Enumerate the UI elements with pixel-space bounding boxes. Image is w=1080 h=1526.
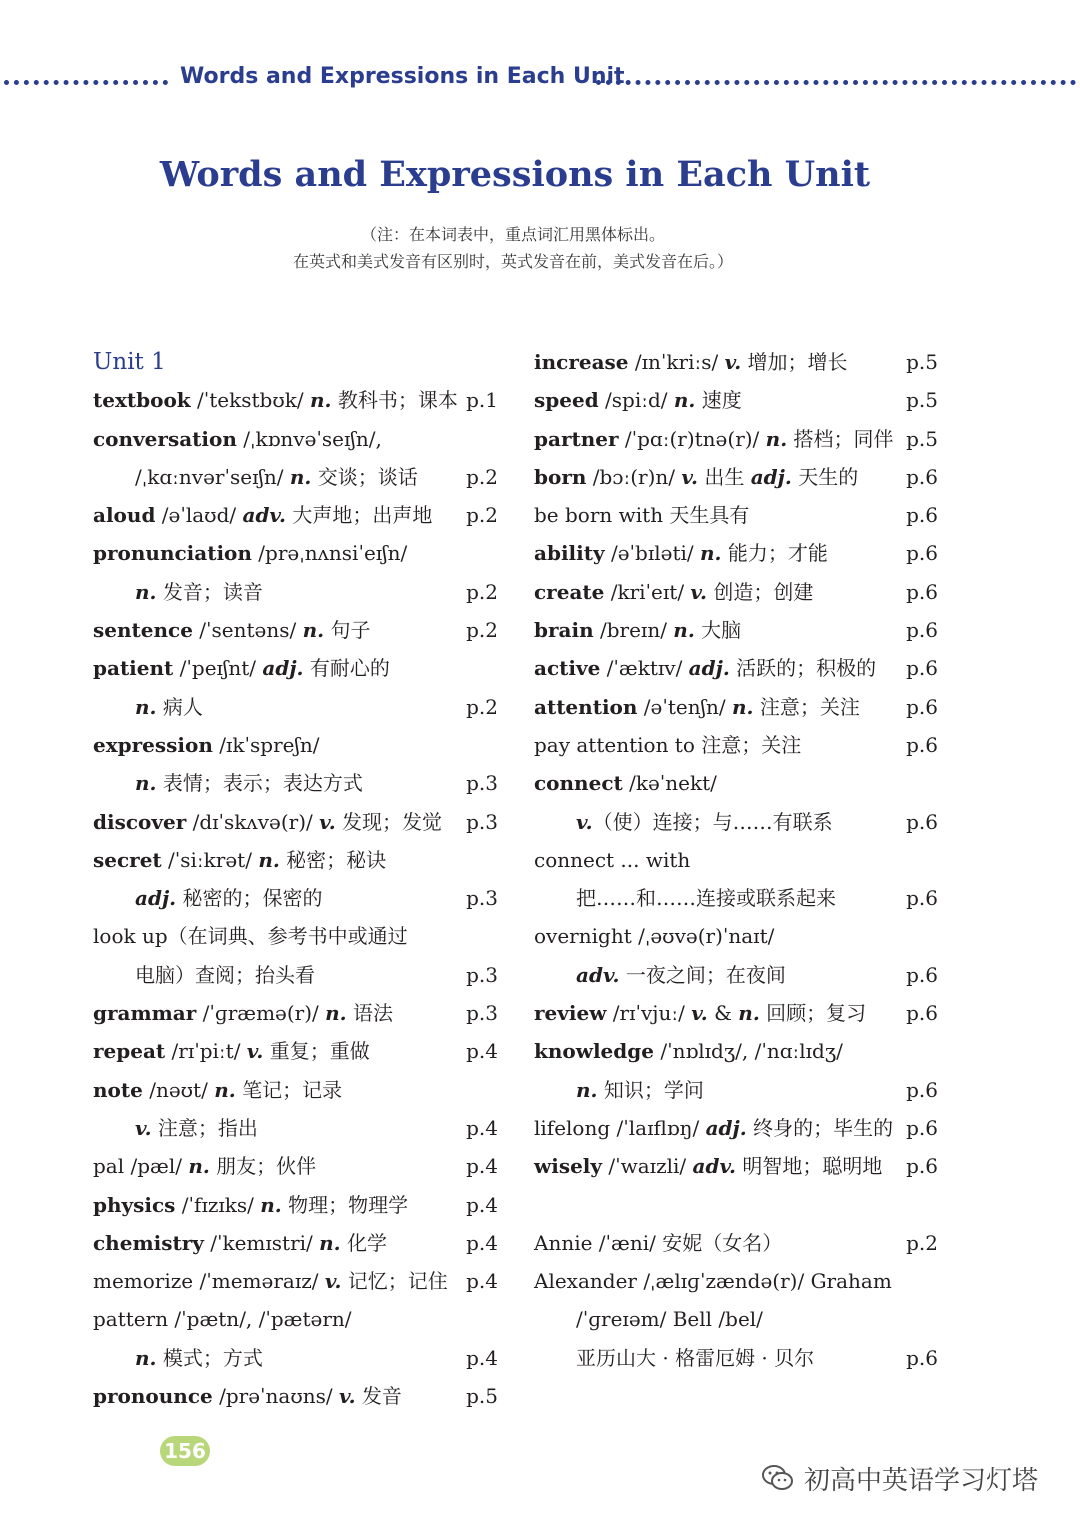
part-of-speech: n.: [258, 847, 280, 872]
vocab-entry: [93, 1109, 503, 1147]
definition: 表情；表示；表达方式: [156, 771, 363, 796]
definition: 朋友；伙伴: [209, 1154, 317, 1179]
definition: 亚历山大 · 格雷厄姆 · 贝尔: [576, 1345, 815, 1370]
entry-text: pay attention to 注意；关注: [534, 732, 802, 757]
definition: 有耐心的: [303, 656, 390, 681]
definition: 病人: [156, 694, 203, 719]
definition: 终身的；毕生的: [746, 1115, 894, 1140]
part-of-speech: n.: [732, 694, 754, 719]
vocab-entry: [93, 649, 503, 687]
definition: 发现；发觉: [335, 809, 443, 834]
part-of-speech: n.: [135, 1345, 157, 1370]
headword: create: [534, 579, 605, 604]
phonetic: /ˈsentəns/: [192, 618, 303, 643]
part-of-speech: v.: [324, 1269, 342, 1294]
phonetic: /rɪˈvjuː/: [606, 1001, 692, 1026]
headword: textbook: [93, 388, 191, 413]
headword: aloud: [93, 503, 156, 528]
part-of-speech: n.: [673, 618, 695, 643]
part-of-speech: v.: [246, 1039, 264, 1064]
phonetic: /ˈtekstbʊk/: [190, 388, 310, 413]
entry-text: memorize /ˈmeməraɪz/: [93, 1269, 325, 1294]
page-reference: p.2: [466, 618, 498, 643]
vocab-entry: [93, 1300, 503, 1338]
phonetic: /ˈɡræmə(r)/: [196, 1001, 326, 1026]
definition: 大脑: [694, 618, 742, 643]
page-reference: p.6: [906, 579, 938, 604]
definition: 交谈；谈话: [311, 464, 418, 489]
vocab-entry: [534, 841, 944, 879]
headword: pronounce: [93, 1384, 213, 1409]
page-reference: p.2: [466, 694, 498, 719]
vocab-entry: [534, 343, 944, 381]
page-reference: p.4: [466, 1230, 498, 1255]
page-reference: p.6: [906, 809, 938, 834]
vocab-entry: [93, 994, 503, 1032]
definition: 一夜之间；在夜间: [619, 962, 786, 987]
definition: 创造；创建: [707, 579, 814, 604]
vocab-entry: [534, 1224, 944, 1262]
part-of-speech: n.: [188, 1154, 210, 1179]
definition: 出生: [697, 464, 751, 489]
entry-text: pal /pæl/: [93, 1154, 189, 1179]
entry-text: connect ... with: [534, 847, 691, 872]
page-reference: p.1: [466, 388, 498, 413]
definition: 化学: [340, 1230, 387, 1255]
part-of-speech: v.: [319, 809, 336, 834]
page-reference: p.6: [906, 1115, 938, 1140]
phonetic: /breɪn/: [593, 618, 674, 643]
phonetic: /ˈpɑː(r)tnə(r)/: [618, 426, 766, 451]
page-reference: p.6: [906, 656, 938, 681]
vocab-entry: [534, 420, 944, 458]
vocab-entry: [534, 803, 944, 841]
vocab-entry: [93, 803, 503, 841]
vocab-entry: [93, 1377, 503, 1415]
page-reference: p.6: [906, 886, 938, 911]
part-of-speech: n.: [135, 771, 157, 796]
page-reference: p.2: [466, 503, 498, 528]
definition: 记忆；记住: [341, 1269, 448, 1294]
headword: chemistry: [93, 1230, 204, 1255]
entry-text: pattern /ˈpætn/, /ˈpætərn/: [93, 1307, 352, 1332]
vocab-entry: [93, 841, 503, 879]
headword: wisely: [534, 1154, 603, 1179]
definition: 天生的: [791, 464, 859, 489]
note-line-2: 在英式和美式发音有区别时，英式发音在前，美式发音在后。）: [292, 252, 733, 271]
part-of-speech: n.: [673, 388, 696, 413]
phonetic: /ˈkemɪstri/: [203, 1230, 320, 1255]
page-reference: p.6: [906, 618, 938, 643]
definition: 明智地；聪明地: [736, 1154, 883, 1179]
phonetic: /nəʊt/: [142, 1077, 215, 1102]
entry-text: overnight /ˌəʊvə(r)ˈnaɪt/: [534, 924, 775, 949]
definition: 活跃的；积极的: [729, 656, 877, 681]
part-of-speech: n.: [289, 464, 312, 489]
page-reference: p.5: [906, 350, 938, 374]
vocab-entry: [93, 1339, 503, 1377]
headword: connect: [534, 771, 623, 796]
vocab-entry: [534, 764, 944, 802]
definition: 模式；方式: [156, 1345, 263, 1370]
phonetic: /əˈlaʊd/: [155, 503, 243, 528]
page-reference: p.6: [906, 503, 938, 528]
vocab-entry: [534, 534, 944, 572]
entry-text: look up（在词典、参考书中或通过: [93, 924, 408, 949]
page-reference: p.2: [466, 579, 498, 604]
headword: increase: [534, 350, 629, 374]
part-of-speech: adv.: [576, 962, 620, 987]
part-of-speech: adj.: [262, 656, 304, 681]
headword: secret: [93, 847, 162, 872]
definition: 注意；指出: [151, 1115, 258, 1140]
part-of-speech: adj.: [135, 886, 177, 911]
dotted-rule-left: [4, 80, 168, 85]
page-reference: p.6: [906, 464, 938, 489]
part-of-speech: adv.: [242, 503, 286, 528]
phonetic: /spiːd/: [598, 388, 674, 413]
phonetic: /ˈæktɪv/: [600, 656, 689, 681]
definition: （使）连接；与……有联系: [592, 809, 833, 834]
phonetic: /kəˈnekt/: [622, 771, 717, 796]
account-name: 初高中英语学习灯塔: [804, 1466, 1039, 1496]
page-reference: p.4: [466, 1269, 498, 1294]
part-of-speech: n.: [260, 1192, 282, 1217]
page-title: Words and Expressions in Each Unit: [159, 154, 871, 195]
phonetic: /ˌkɒnvəˈseɪʃn/,: [236, 426, 382, 451]
vocab-entry: [534, 1262, 944, 1300]
vocab-entry: [534, 458, 944, 496]
vocab-entry: [93, 917, 503, 955]
running-header: [0, 64, 1080, 98]
part-of-speech: v.: [338, 1384, 356, 1409]
definition: /ˈɡreɪəm/ Bell /bel/: [576, 1307, 763, 1332]
page-reference: p.5: [466, 1384, 498, 1409]
vocab-entry: [93, 1147, 503, 1185]
part-of-speech: v.: [690, 579, 707, 604]
page-reference: p.3: [466, 962, 498, 987]
vocab-entry: [534, 726, 944, 764]
part-of-speech: v.: [681, 464, 698, 489]
headword: review: [534, 1001, 607, 1026]
page-reference: p.3: [466, 809, 498, 834]
headword: grammar: [93, 1001, 197, 1026]
vocab-entry: [93, 1071, 503, 1109]
vocab-entry: [534, 573, 944, 611]
definition: 把……和……连接或联系起来: [576, 886, 836, 911]
vocab-entry: [534, 611, 944, 649]
vocab-entry: [534, 1071, 944, 1109]
page-reference: p.6: [906, 1345, 938, 1370]
page-reference: p.4: [466, 1039, 498, 1064]
phonetic: /kriˈeɪt/: [604, 579, 691, 604]
word-list-right-column: [534, 343, 944, 1377]
part-of-speech: n.: [135, 694, 157, 719]
headword: knowledge: [534, 1039, 654, 1064]
word-list-left-column: [93, 343, 503, 1415]
vocab-entry: [93, 534, 503, 572]
definition: 笔记；记录: [235, 1077, 343, 1102]
headword: partner: [534, 426, 619, 451]
vocab-entry: [534, 496, 944, 534]
vocab-entry: [93, 458, 503, 496]
headword: pronunciation: [93, 541, 252, 566]
page-number-badge: 156: [160, 1436, 210, 1466]
vocab-entry: [93, 496, 503, 534]
vocab-entry: [534, 1032, 944, 1070]
part-of-speech: v.: [724, 350, 742, 374]
definition: 搭档；同伴: [787, 426, 894, 451]
vocab-entry: [93, 956, 503, 994]
definition: 发音；读音: [156, 579, 263, 604]
definition: 秘密的；保密的: [176, 886, 323, 911]
vocab-entry: [534, 1300, 944, 1338]
definition: 重复；重做: [263, 1039, 370, 1064]
part-of-speech: adv.: [692, 1154, 737, 1179]
part-of-speech: n.: [765, 426, 788, 451]
headword: physics: [93, 1192, 176, 1217]
vocab-entry: [93, 381, 503, 419]
definition: 回顾；复习: [759, 1001, 867, 1026]
part-of-speech: n.: [319, 1230, 341, 1255]
vocab-entry: [534, 688, 944, 726]
vocab-entry: [93, 1032, 503, 1070]
vocab-entry: [534, 994, 944, 1032]
page-reference: p.6: [906, 962, 938, 987]
vocab-entry: [93, 611, 503, 649]
headword: sentence: [93, 618, 193, 643]
definition: 句子: [324, 618, 371, 643]
entry-text: Alexander /ˌælɪɡˈzændə(r)/ Graham: [534, 1269, 892, 1294]
vocab-entry: [93, 726, 503, 764]
vocab-entry: [93, 688, 503, 726]
headword: speed: [534, 388, 599, 413]
page-reference: p.2: [906, 1230, 938, 1255]
page-reference: p.6: [906, 1154, 938, 1179]
definition: 秘密；秘诀: [279, 847, 387, 872]
page-reference: p.4: [466, 1115, 498, 1140]
phonetic: /əˈbɪləti/: [604, 541, 700, 566]
headword: note: [93, 1077, 143, 1102]
headword: patient: [93, 656, 174, 681]
phonetic: /əˈtenʃn/: [637, 694, 733, 719]
entry-text: lifelong /ˈlaɪflɒŋ/: [534, 1115, 706, 1140]
entry-text: be born with 天生具有: [534, 503, 750, 528]
headword: attention: [534, 694, 638, 719]
part-of-speech: n.: [700, 541, 722, 566]
phonetic: /ˌkɑːnvərˈseɪʃn/: [135, 464, 290, 489]
vocab-entry: [93, 1186, 503, 1224]
page-reference: p.3: [466, 1001, 498, 1026]
vocab-entry: [534, 879, 944, 917]
page-reference: p.6: [906, 732, 938, 757]
part-of-speech: adj.: [705, 1115, 747, 1140]
headword: brain: [534, 618, 594, 643]
definition: 电脑）查阅；抬头看: [135, 962, 315, 987]
page-reference: p.2: [466, 464, 498, 489]
note-line-1: （注：在本词表中，重点词汇用黑体标出。: [360, 225, 665, 244]
definition: 知识；学问: [597, 1077, 704, 1102]
definition: 注意；关注: [753, 694, 860, 719]
headword: active: [534, 656, 601, 681]
page-reference: p.5: [906, 388, 938, 413]
wechat-icon: [760, 1460, 796, 1496]
vocab-entry: [93, 879, 503, 917]
blank-line: [534, 1186, 944, 1224]
headword: conversation: [93, 426, 237, 451]
definition: &: [707, 1001, 739, 1026]
vocab-entry: [93, 1224, 503, 1262]
definition: 大声地；出声地: [286, 503, 433, 528]
vocab-entry: [534, 649, 944, 687]
phonetic: /ˈsiːkrət/: [161, 847, 259, 872]
entry-text: Annie /ˈæni/ 安妮（女名）: [534, 1230, 783, 1255]
phonetic: /ˈnɒlɪdʒ/, /ˈnɑːlɪdʒ/: [653, 1039, 843, 1064]
page-reference: p.6: [906, 1077, 938, 1102]
page-reference: p.6: [906, 1001, 938, 1026]
part-of-speech: n.: [309, 388, 332, 413]
dotted-rule-right: [596, 80, 1076, 85]
part-of-speech: n.: [738, 1001, 760, 1026]
part-of-speech: adj.: [750, 464, 792, 489]
part-of-speech: n.: [214, 1077, 236, 1102]
phonetic: /bɔː(r)n/: [586, 464, 682, 489]
part-of-speech: n.: [135, 579, 157, 604]
headword: ability: [534, 541, 605, 566]
definition: 教科书；课本: [331, 388, 458, 413]
page-reference: p.4: [466, 1154, 498, 1179]
vocab-entry: [93, 1262, 503, 1300]
vocab-entry: [534, 917, 944, 955]
phonetic: /dɪˈskʌvə(r)/: [186, 809, 320, 834]
part-of-speech: n.: [302, 618, 325, 643]
page-reference: p.6: [906, 694, 938, 719]
headword: expression: [93, 732, 213, 757]
page-reference: p.4: [466, 1345, 498, 1370]
vocab-entry: [534, 956, 944, 994]
part-of-speech: v.: [135, 1115, 152, 1140]
vocab-entry: [93, 420, 503, 458]
definition: 增加；增长: [741, 350, 848, 374]
part-of-speech: v.: [691, 1001, 708, 1026]
vocab-entry: [534, 381, 944, 419]
vocab-entry: [93, 573, 503, 611]
phonetic: /prəˈnaʊns/: [212, 1384, 339, 1409]
definition: 发音: [355, 1384, 402, 1409]
vocab-entry: [93, 764, 503, 802]
phonetic: /ˈfɪzɪks/: [175, 1192, 261, 1217]
vocab-entry: [534, 1147, 944, 1185]
page-reference: p.3: [466, 886, 498, 911]
headword: born: [534, 464, 587, 489]
headword: discover: [93, 809, 187, 834]
vocab-entry: [534, 1339, 944, 1377]
part-of-speech: n.: [576, 1077, 598, 1102]
definition: 能力；才能: [721, 541, 828, 566]
page-reference: p.3: [466, 771, 498, 796]
part-of-speech: n.: [325, 1001, 347, 1026]
phonetic: /ˈwaɪzli/: [602, 1154, 693, 1179]
page-reference: p.6: [906, 541, 938, 566]
page-reference: p.5: [906, 426, 938, 451]
unit-heading: Unit 1: [93, 349, 166, 375]
vocab-entry: [534, 1109, 944, 1147]
page-reference: p.4: [466, 1192, 498, 1217]
definition: 语法: [346, 1001, 394, 1026]
phonetic: /ɪnˈkriːs/: [628, 350, 725, 374]
phonetic: /prəˌnʌnsiˈeɪʃn/: [251, 541, 408, 566]
phonetic: /rɪˈpiːt/: [165, 1039, 247, 1064]
part-of-speech: adj.: [688, 656, 730, 681]
part-of-speech: v.: [576, 809, 593, 834]
phonetic: /ɪkˈspreʃn/: [212, 732, 320, 757]
phonetic: /ˈpeɪʃnt/: [173, 656, 263, 681]
definition: 速度: [695, 388, 742, 413]
headword: repeat: [93, 1039, 166, 1064]
running-title: Words and Expressions in Each Unit: [180, 64, 625, 89]
definition: 物理；物理学: [281, 1192, 409, 1217]
